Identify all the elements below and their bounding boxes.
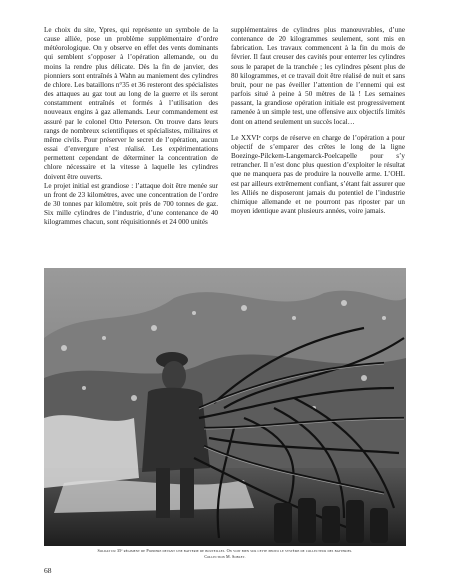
paragraph: Le choix du site, Ypres, qui représente un symbole de la cause alliée, pose un problème supplémentaire d’ordre météorologique. On y observe en effet des vents dominants qui semblent s’opposer à l’opération allemande, ou du moins la rendre plus délicate. Dès la fin de janvier, des pionniers sont entraînés à Wahn au maniement des cylindres de chlore. Les bataillons n°35 et 36 resteront des spécialistes des attaques au gaz tout au long de la guerre et ils seront constamment entraînés et formés à l’utilisation des nouveaux engins à gaz allemands. Leur commandement est assuré par le colonel Otto Peterson. On trouve dans leurs rangs de nombreux scientifiques et spécialistes, militaires et même civils. Pour préserver le secret de l’opération, aucun essai d’envergure n’est réalisé. Les expérimentations permettent cependant de déterminer la concentration de chlore nécessaire et la vitesse à laquelle les cylindres doivent être ouverts.	[44, 26, 218, 181]
paragraph: Le projet initial est grandiose : l’attaque doit être menée sur un front de 23 kilomètres, avec une concentration de l’ordre de 30 tonnes par kilomètre, soit près de 700 tonnes de gaz. Six mille cylindres de l’industrie, d’une contenance de 40 kilogrammes chacun, sont réquisitionnés et 24 000 unités	[44, 181, 218, 227]
paragraph: supplémentaires de cylindres plus manœuvrables, d’une contenance de 20 kilogrammes seulement, sont mis en fabrication. Les travaux commencent à la fin du mois de février. Il faut creuser des cavités pour enterrer les cylindres sous le parapet de la tranchée ; les cylindres pèsent plus de 80 kilogrammes, et ce travail doit être réalisé de nuit et sans bruit, pour ne pas éveiller l’attention de l’ennemi qui est parfois situé à peine à 50 mètres de là ! Les semaines passant, la grandiose opération initiale est progressivement ramenée à un simple test, une offensive aux objectifs limités dont on attend seulement un succès local…	[231, 26, 405, 126]
caption-text: Soldat du 35ᵉ régiment de Pioniere devant une batterie de bouteilles. On voit bien sur cette photo le système de collecteur des batteries.	[97, 548, 353, 553]
figure-caption	[44, 548, 406, 560]
page-number: 68	[44, 566, 52, 575]
paragraph: Le XXVIᵉ corps de réserve en charge de l’opération a pour objectif de s’emparer des crêtes le long de la ligne Boezinge-Pilckem-Langemarck-Poelcapelle pour s’y retrancher. Il n’est donc plus question d’exploiter le résultat que ne manquera pas de produire la nouvelle arme. L’OHL est par ailleurs extrêmement confiant, s’étant fait assurer que les Alliés ne disposeront jamais du potentiel de l’industrie chimique allemande et ne pourront pas riposter par un moyen identique avant plusieurs années, voire jamais.	[231, 133, 405, 215]
text-column-left	[44, 26, 218, 227]
historical-photo	[44, 268, 406, 546]
photo-illustration	[44, 268, 406, 546]
photo-credit: Collection M. Soblet.	[204, 554, 246, 559]
text-column-right	[231, 26, 405, 216]
